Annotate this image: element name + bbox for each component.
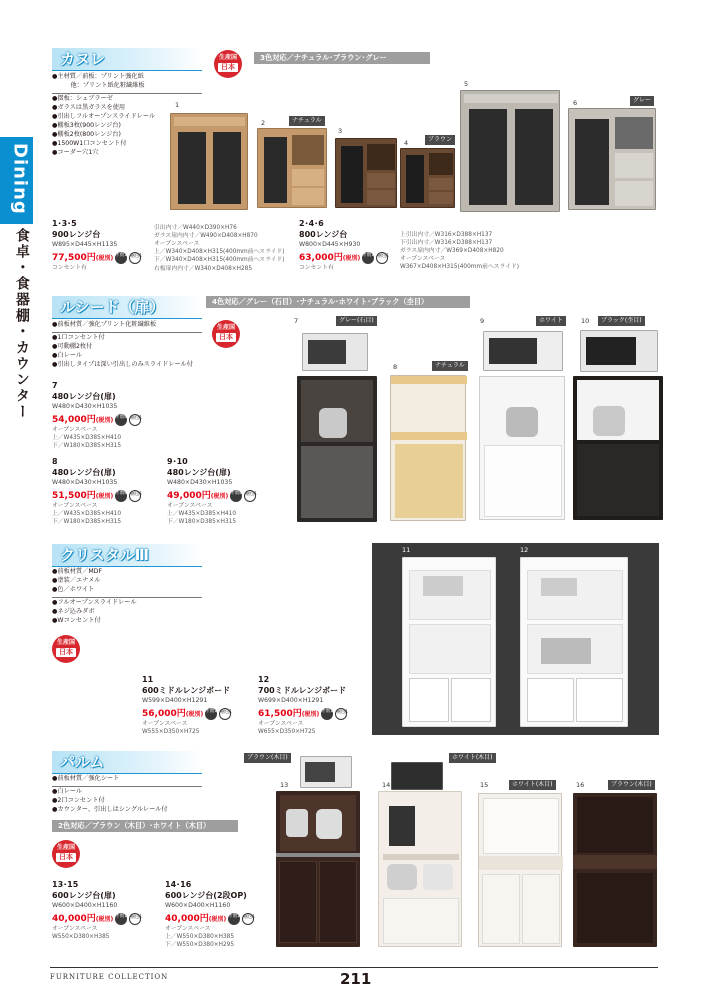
product-notes-900: 引出内寸／W440×D390×H76 ガラス扉内内寸／W490×D408×H870 オープンスペース 上／W340×D408×H315(400mm前へスライド) 下／W340×D408×H315(400mm前へスライド) 右板扉内内寸／W340×D408×H285 [154,225,285,272]
product-number: 16 [576,781,585,789]
microwave-image [580,330,658,372]
lucido-spec: ●前板材質／強化プリント化粧繊維板 ●1口コンセント付 ●可動棚2枚付 ●白レール ●引出しタイプは深い引出しのみスライドレール付 [52,321,202,370]
price: 40,000円 [165,913,209,924]
price: 56,000円 [142,708,186,719]
product-image-1 [170,113,248,210]
product-image-14 [378,791,462,947]
product-image-4 [400,148,455,208]
product-image-10 [573,376,663,520]
made-in-japan-badge: 生産国 日本 [214,50,242,78]
footer-rule [50,967,658,968]
price: 51,500円 [52,490,96,501]
product-image-6 [568,108,656,210]
color-tag: ホワイト [536,316,566,326]
product-image-7 [297,376,377,522]
product-image-8 [390,375,466,521]
product-image-3 [335,138,397,208]
price: 40,000円 [52,913,96,924]
microwave-image [302,333,368,371]
section-tab [0,137,33,224]
section-tab-label: Dining [9,143,31,215]
footer-brand: FURNITURE COLLECTION [50,973,169,981]
product-block-800: 2･4･6 800レンジ台 W800×D445×H930 63,000円(税別) 才数12.4梱包1 コンセント有 [299,219,390,272]
price: 77,500円 [52,252,96,263]
page-number: 211 [340,970,372,988]
product-block-12: 12 700ミドルレンジボード W699×D400×H1291 61,500円(税別) 才数13.4梱包1 オープンスペース W655×D350×H725 [258,675,349,736]
palm-title: パルム [52,751,202,773]
category-label: 食卓・食器棚・カウンター [13,228,30,420]
product-image-9 [479,376,565,520]
microwave-image [300,756,352,788]
product-number: 1 [175,101,180,109]
product-notes-800: 上引出内寸／W316×D388×H137 下引出内寸／W316×D388×H137 ガラス扉内内寸／W369×D408×H820 オープンスペース W367×D408×H315(400mm前へスライド) [400,232,519,271]
made-in-japan-badge: 生産国 日本 [52,840,80,868]
kanure-color-banner: 3色対応／ナチュラル･ブラウン･グレー [254,52,430,64]
price: 49,000円 [167,490,211,501]
price: 63,000円 [299,252,343,263]
product-number: 6 [573,99,578,107]
microwave-image [483,331,563,371]
toaster-image [391,762,443,790]
kanure-spec: ●主材質／前板：プリント強化紙 他：プリント紙化粧繊維板 ●摺板：シュブラーゼ ●ガラスは黒ガラスを使用 ●引出しフルオープンスライドレール ●棚板3枚(900レンジ台) ●棚板2枚(800レンジ台) ●1500W1口コンセント付 ●コーダー穴1穴 [52,73,202,158]
product-block-9-10: 9･10 480レンジ台(扉) W480×D430×H1035 49,000円(税別) 才数8.4梱包1 オープンスペース 上／W435×D385×H410 下／W180×D385×H315 [167,457,258,526]
product-block-11: 11 600ミドルレンジボード W599×D400×H1291 56,000円(税別) 才数11.5梱包1 オープンスペース W555×D350×H725 [142,675,233,736]
lucido-color-banner: 4色対応／グレー（石目）･ナチュラル･ホワイト･ブラック（杢目） [206,296,470,308]
product-number: 8 [393,363,398,371]
crystal-title: クリスタルⅢ [52,544,202,566]
color-tag: ナチュラル [289,116,325,126]
product-number: 14 [382,781,391,789]
product-number: 11 [402,546,411,554]
product-image-13 [276,791,360,947]
price: 61,500円 [258,708,302,719]
color-tag: ブラック(杢目) [598,316,645,326]
product-number: 15 [480,781,489,789]
made-in-japan-badge: 生産国 日本 [52,635,80,663]
product-number: 3 [338,127,343,135]
product-number: 12 [520,546,529,554]
color-tag: ホワイト(木目) [509,780,556,790]
color-tag: ブラウン(木目) [608,780,655,790]
color-tag: ブラウン [425,135,455,145]
color-tag: グレー [630,96,654,106]
product-block-14-16: 14･16 600レンジ台(2段OP) W600×D400×H1160 40,000円(税別) 才数10.3梱包1 オープンスペース 上／W550×D380×H385 下／W550×D380×H295 [165,880,256,949]
color-tag: ブラウン(木目) [244,753,291,763]
product-number: 10 [581,317,590,325]
lucido-title: ルシード（扉） [52,296,202,318]
crystal-photo [372,543,659,735]
price: 54,000円 [52,414,96,425]
product-image-15 [478,793,562,947]
crystal-spec: ●前板材質／MDF ●塗装／エナメル ●色／ホワイト ●フルオープンスライドレール ●ネジ込みダボ ●Wコンセント付 [52,568,202,626]
color-tag: グレー(石目) [336,316,377,326]
color-tag: ナチュラル [432,361,468,371]
color-tag: ホワイト(木目) [449,753,496,763]
kanure-title: カヌレ [52,48,202,70]
made-in-japan-badge: 生産国 日本 [212,320,240,348]
product-block-7: 7 480レンジ台(扉) W480×D430×H1035 54,000円(税別) 才数8.4梱包1 オープンスペース 上／W435×D385×H410 下／W180×D385×H315 [52,381,143,450]
product-block-900: 1･3･5 900レンジ台 W895×D445×H1135 77,500円(税別) 才数17.7梱包1 コンセント有 [52,219,143,272]
product-block-8: 8 480レンジ台(扉) W480×D430×H1035 51,500円(税別) 才数8.4梱包1 オープンスペース 上／W435×D385×H410 下／W180×D385×H315 [52,457,143,526]
palm-spec: ●前板材質／強化シート ●白レール ●2口コンセント付 ●カウンター、引出しはシングルレール付 [52,775,202,815]
product-number: 13 [280,781,289,789]
product-number: 5 [464,80,469,88]
product-number: 4 [404,139,409,147]
product-image-2 [257,128,327,208]
palm-color-banner: 2色対応／ブラウン（木目）･ホワイト（木目） [52,820,238,832]
product-number: 2 [261,119,266,127]
product-block-13-15: 13･15 600レンジ台(扉) W600×D400×H1160 40,000円(税別) 才数10.5梱包1 オープンスペース W550×D380×H385 [52,880,143,941]
product-number: 9 [480,317,485,325]
product-image-5 [460,90,560,212]
product-number: 7 [294,317,299,325]
product-image-16 [573,793,657,947]
